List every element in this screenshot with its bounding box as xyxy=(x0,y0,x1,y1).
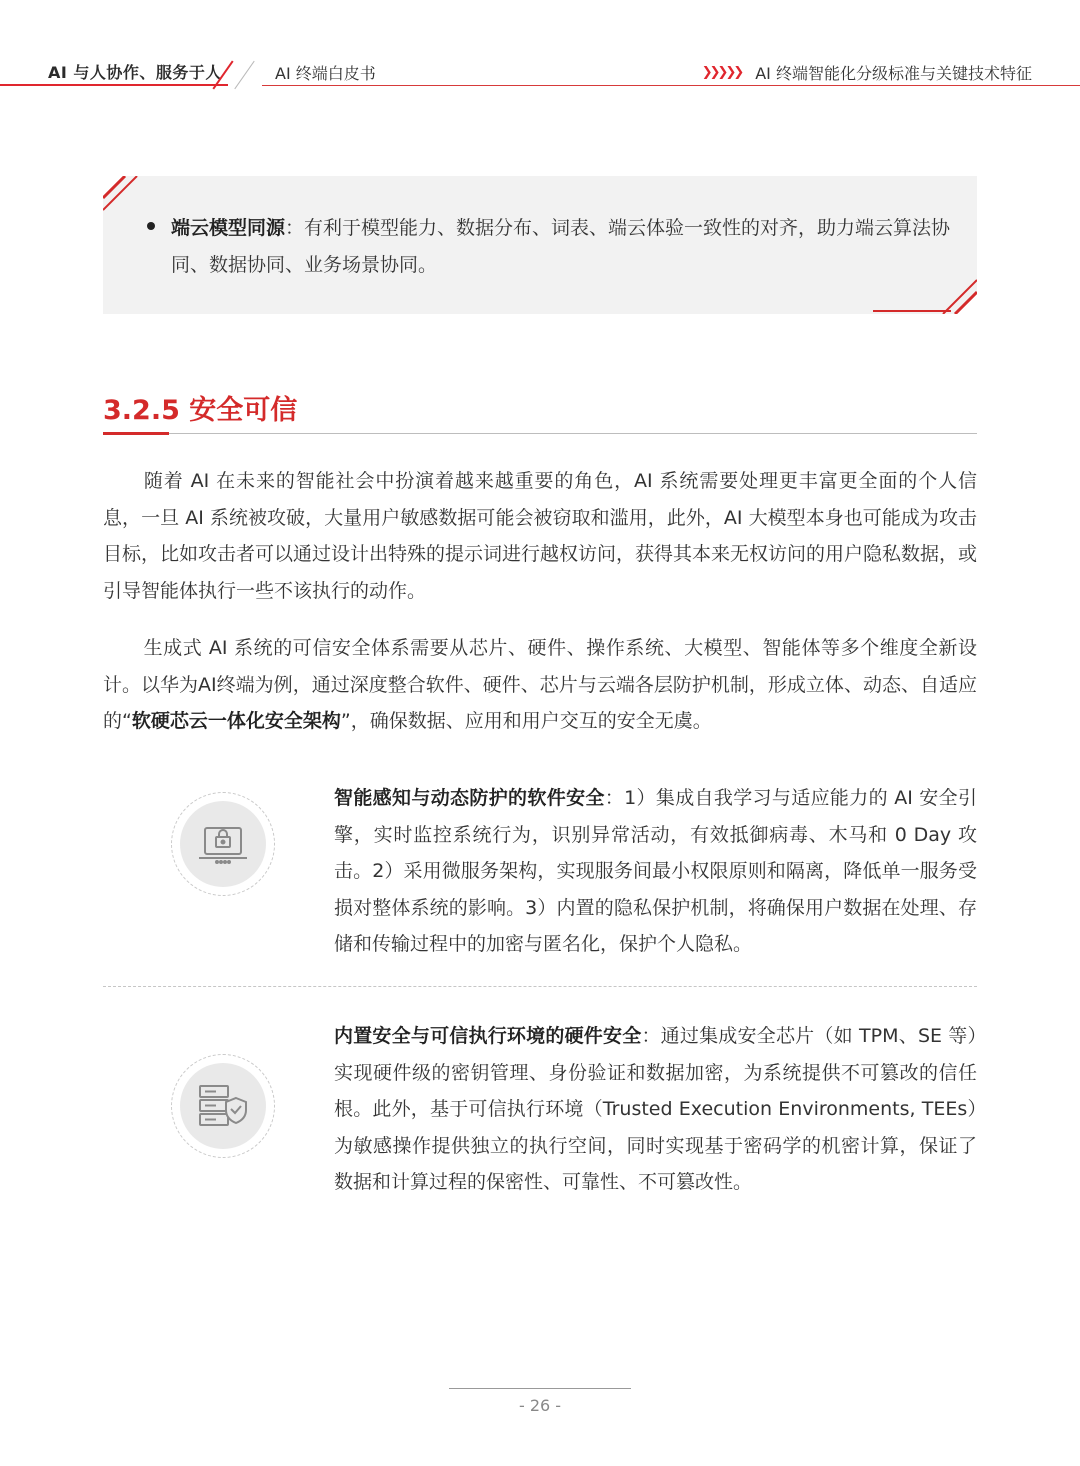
bullet-icon xyxy=(147,222,155,230)
callout-box xyxy=(103,176,977,314)
feature-2-text xyxy=(334,1018,977,1201)
feature-divider xyxy=(103,986,977,987)
page-header xyxy=(0,0,1080,110)
header-doc-title: AI 终端白皮书 xyxy=(275,64,376,83)
feature-icon-ring xyxy=(171,1054,275,1158)
feature-2-body: 通过集成安全芯片（如 TPM、SE 等）实现硬件级的密钥管理、身份验证和数据加密，为系统提供不可篡改的信任根。此外，基于可信执行环境（Trusted Execution Environments, TEEs）为敏感操作提供独立的执行空间，同时实现基于密码学的机密计算，保证了数据和计算过程的保密性、可靠性、不可篡改性。 xyxy=(334,1025,977,1193)
body-paragraph-1 xyxy=(103,463,977,609)
header-rule xyxy=(262,85,1080,86)
section-title-rule xyxy=(103,433,977,434)
paragraph-2-emphasis: 软硬芯云一体化安全架构 xyxy=(131,710,341,732)
server-shield-icon xyxy=(196,1082,250,1130)
header-left-title: AI 与人协作、服务于人 xyxy=(48,63,222,82)
header-rule-red xyxy=(0,84,228,86)
laptop-lock-icon xyxy=(197,822,249,866)
paragraph-2-text-a: 生成式 AI 系统的可信安全体系需要从芯片、硬件、操作系统、大模型、智能体等多个维度全新设计。以华为AI终端为例，通过深度整合软件、硬件、芯片与云端各层防护机制，形成立体、动态、自适应的“ xyxy=(103,637,977,732)
feature-1-body: 1）集成自我学习与适应能力的 AI 安全引擎，实时监控系统行为，识别异常活动，有效抵御病毒、木马和 0 Day 攻击。2）采用微服务架构，实现服务间最小权限原则和隔离，降低单一服务受损对整体系统的影响。3）内置的隐私保护机制，将确保用户数据在处理、存储和传输过程中的加密与匿名化，保护个人隐私。 xyxy=(334,787,977,955)
body-paragraph-2 xyxy=(103,630,977,740)
paragraph-2-text-b: ”，确保数据、应用和用户交互的安全无虞。 xyxy=(340,710,712,732)
feature-icon-ring xyxy=(171,792,275,896)
feature-2-separator: ： xyxy=(641,1025,661,1047)
header-chapter xyxy=(702,61,1032,84)
header-slash-divider xyxy=(234,61,254,89)
callout-text xyxy=(171,210,951,284)
chevrons-icon: ❯❯❯❯❯ xyxy=(701,65,742,80)
corner-accent-top-left xyxy=(103,176,143,216)
page-number: - 26 - xyxy=(518,1396,562,1415)
header-chapter-title: AI 终端智能化分级标准与关键技术特征 xyxy=(755,64,1032,83)
section-title-rule-accent xyxy=(103,432,169,435)
callout-body: 有利于模型能力、数据分布、词表、端云体验一致性的对齐，助力端云算法协同、数据协同、业务场景协同。 xyxy=(171,217,951,276)
paragraph-1-text: 随着 AI 在未来的智能社会中扮演着越来越重要的角色，AI 系统需要处理更丰富更全面的个人信息，一旦 AI 系统被攻破，大量用户敏感数据可能会被窃取和滥用，此外，AI 大模型本身也可能成为攻击目标，比如攻击者可以通过设计出特殊的提示词进行越权访问，获得其本来无权访问的用户隐私数据，或引导智能体执行一些不该执行的动作。 xyxy=(103,470,978,602)
section-title: 3.2.5 安全可信 xyxy=(103,395,298,426)
feature-1-text xyxy=(334,780,977,963)
footer-rule xyxy=(449,1388,631,1389)
feature-1-title: 智能感知与动态防护的软件安全 xyxy=(334,787,605,809)
feature-1-separator: ： xyxy=(604,787,625,809)
callout-separator: ： xyxy=(285,217,305,239)
callout-term: 端云模型同源 xyxy=(171,217,286,239)
feature-2-title: 内置安全与可信执行环境的硬件安全 xyxy=(334,1025,642,1047)
